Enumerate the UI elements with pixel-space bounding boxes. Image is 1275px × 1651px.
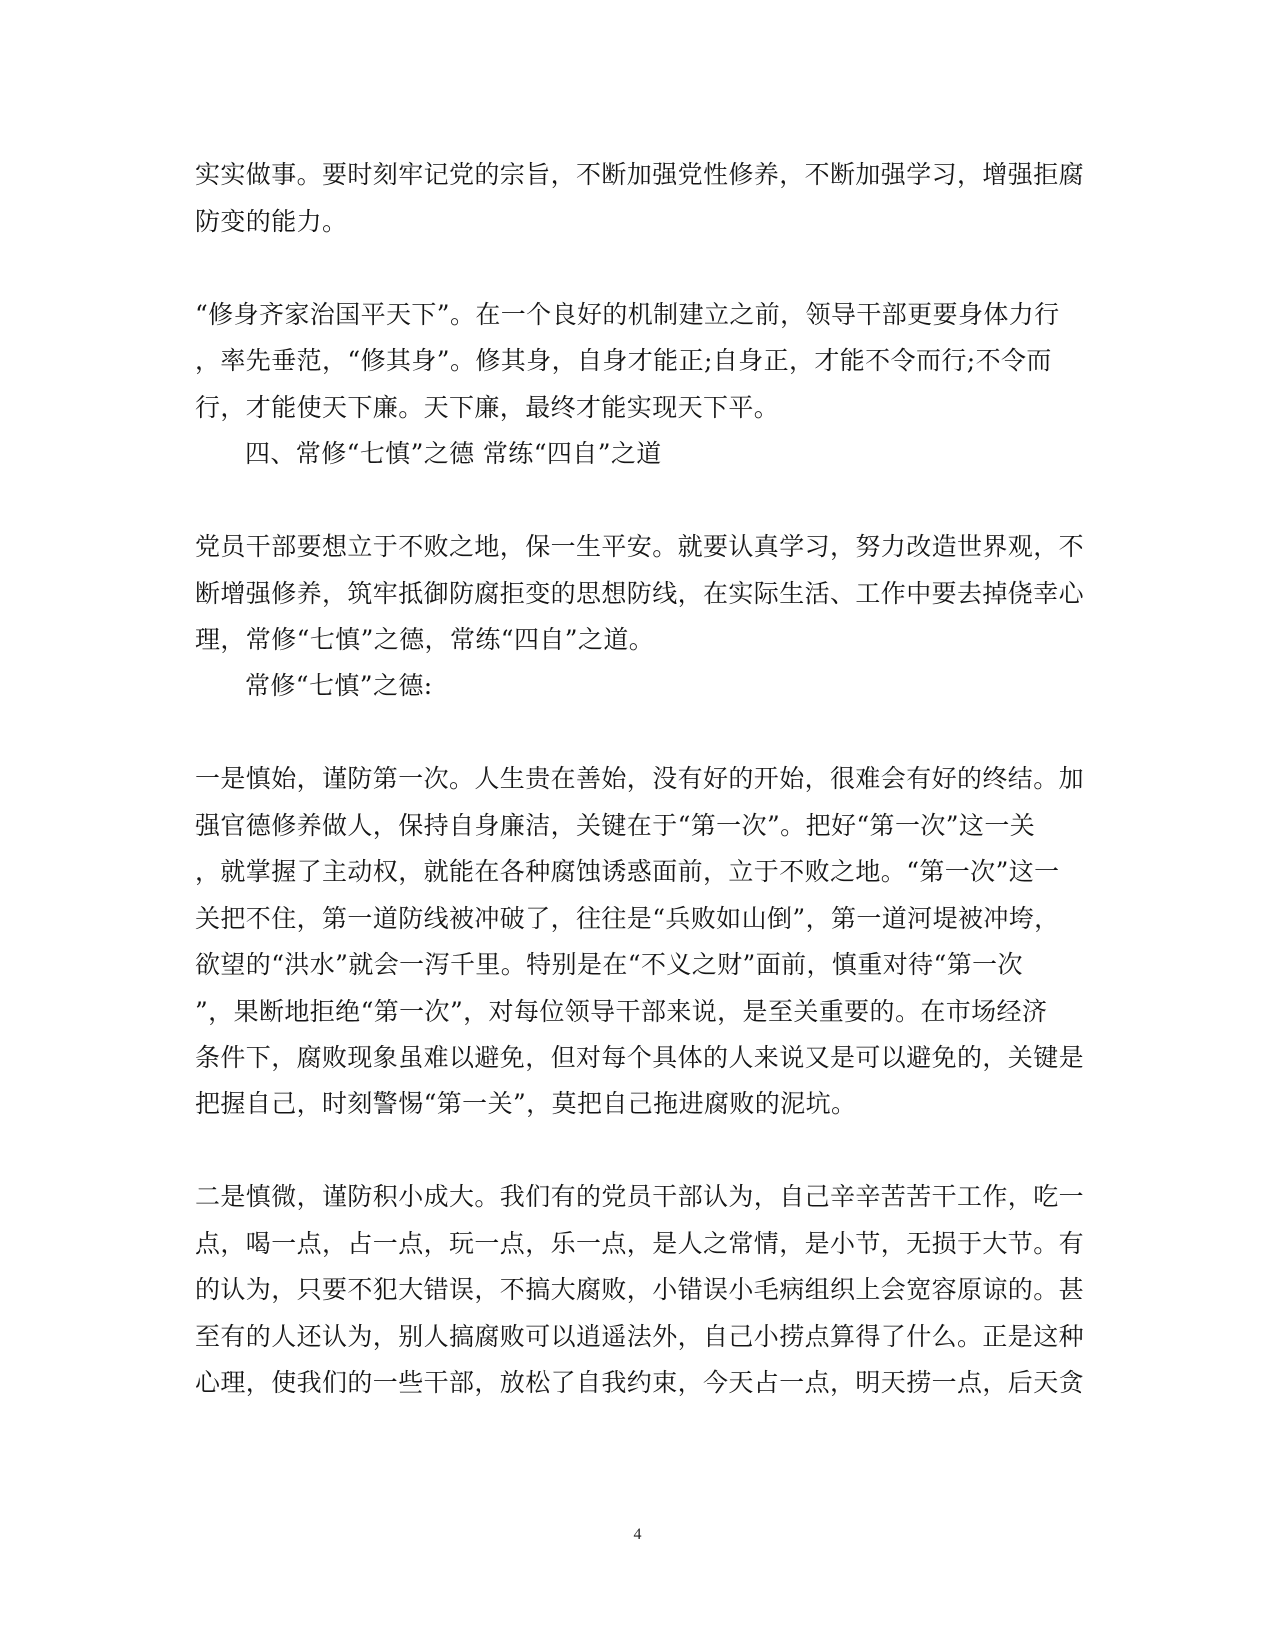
text-line: 欲望的“洪水”就会一泻千里。特别是在“不义之财”面前，慎重对待“第一次 (195, 950, 1023, 979)
text-line: 的认为，只要不犯大错误，不搞大腐败，小错误小毛病组织上会宽容原谅的。甚 (195, 1275, 1085, 1304)
text-line: 把握自己，时刻警惕“第一关”，莫把自己拖进腐败的泥坑。 (195, 1089, 857, 1118)
text-line: 至有的人还认为，别人搞腐败可以逍遥法外，自己小捞点算得了什么。正是这种 (195, 1322, 1085, 1351)
text-line: ，就掌握了主动权，就能在各种腐蚀诱惑面前，立于不败之地。“第一次”这一 (195, 857, 1060, 886)
text-line: 理，常修“七慎”之德，常练“四自”之道。 (195, 625, 655, 654)
text-line: 党员干部要想立于不败之地，保一生平安。就要认真学习，努力改造世界观，不 (195, 532, 1085, 561)
text-line: ”，果断地拒绝“第一次”，对每位领导干部来说，是至关重要的。在市场经济 (195, 997, 1048, 1026)
text-line: 断增强修养，筑牢抵御防腐拒变的思想防线，在实际生活、工作中要去掉侥幸心 (195, 579, 1085, 608)
text-line: 防变的能力。 (195, 207, 348, 236)
text-line: “修身齐家治国平天下”。在一个良好的机制建立之前，领导干部更要身体力行 (195, 300, 1060, 329)
page-number: 4 (633, 1526, 642, 1543)
text-line: 一是慎始，谨防第一次。人生贵在善始，没有好的开始，很难会有好的终结。加 (195, 764, 1085, 793)
text-line: 条件下，腐败现象虽难以避免，但对每个具体的人来说又是可以避免的，关键是 (195, 1043, 1085, 1072)
text-line: 心理，使我们的一些干部，放松了自我约束，今天占一点，明天捞一点，后天贪 (195, 1368, 1085, 1397)
text-line: 行，才能使天下廉。天下廉，最终才能实现天下平。 (195, 393, 780, 422)
text-line: 二是慎微，谨防积小成大。我们有的党员干部认为，自己辛辛苦苦干工作，吃一 (195, 1182, 1085, 1211)
text-line: ，率先垂范，“修其身”。修其身，自身才能正;自身正，才能不令而行;不令而 (195, 346, 1052, 375)
text-line: 关把不住，第一道防线被冲破了，往往是“兵败如山倒”，第一道河堤被冲垮， (195, 904, 1060, 933)
subheading: 常修“七慎”之德: (245, 671, 433, 700)
text-line: 点，喝一点，占一点，玩一点，乐一点，是人之常情，是小节，无损于大节。有 (195, 1229, 1085, 1258)
text-line: 实实做事。要时刻牢记党的宗旨，不断加强党性修养，不断加强学习，增强拒腐 (195, 160, 1085, 189)
section-heading: 四、常修“七慎”之德 常练“四自”之道 (245, 439, 662, 468)
text-line: 强官德修养做人，保持自身廉洁，关键在于“第一次”。把好“第一次”这一关 (195, 811, 1036, 840)
